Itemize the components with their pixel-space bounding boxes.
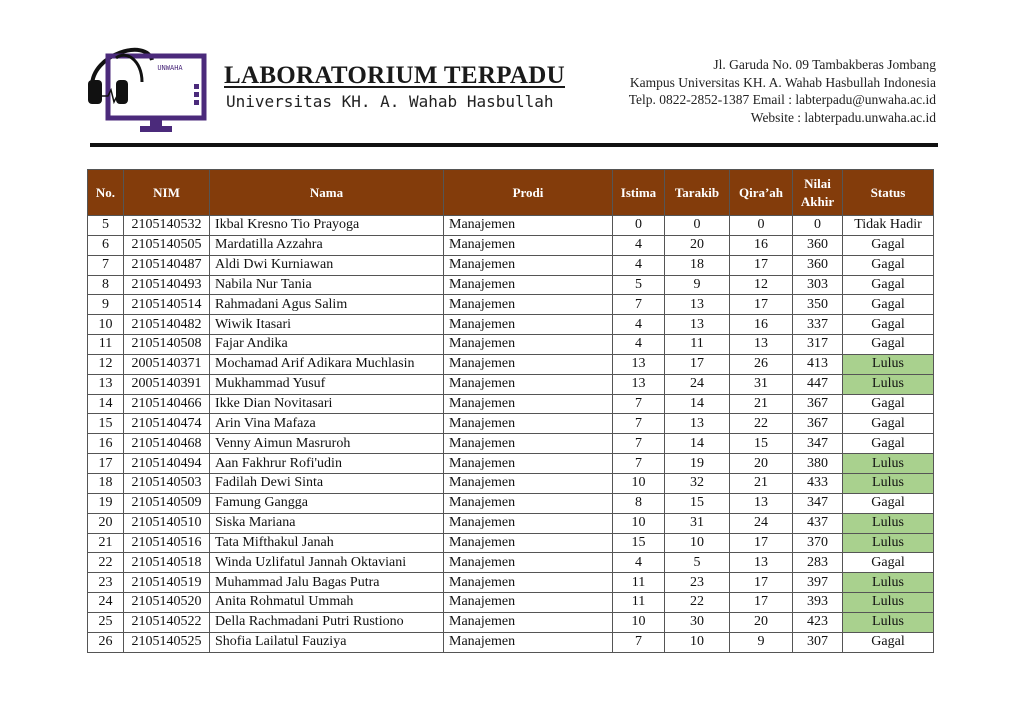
cell-nim: 2105140505 [124, 235, 210, 255]
cell-nilai-akhir: 433 [793, 473, 843, 493]
cell-prodi: Manajemen [444, 553, 613, 573]
cell-tarakib: 30 [665, 612, 730, 632]
col-header-status: Status [843, 170, 934, 216]
cell-qiraah: 13 [730, 335, 793, 355]
cell-no: 8 [88, 275, 124, 295]
cell-nilai-akhir: 347 [793, 493, 843, 513]
cell-nama: Venny Aimun Masruroh [210, 434, 444, 454]
cell-istima: 5 [613, 275, 665, 295]
cell-status: Lulus [843, 533, 934, 553]
cell-status: Gagal [843, 434, 934, 454]
cell-qiraah: 17 [730, 573, 793, 593]
cell-nilai-akhir: 380 [793, 454, 843, 474]
cell-nama: Ikbal Kresno Tio Prayoga [210, 216, 444, 236]
cell-no: 23 [88, 573, 124, 593]
cell-prodi: Manajemen [444, 593, 613, 613]
cell-istima: 0 [613, 216, 665, 236]
cell-nim: 2105140516 [124, 533, 210, 553]
cell-istima: 10 [613, 513, 665, 533]
cell-status: Lulus [843, 473, 934, 493]
cell-prodi: Manajemen [444, 394, 613, 414]
cell-prodi: Manajemen [444, 216, 613, 236]
cell-nama: Winda Uzlifatul Jannah Oktaviani [210, 553, 444, 573]
table-row [88, 533, 934, 553]
cell-status: Lulus [843, 454, 934, 474]
results-table [87, 169, 934, 653]
cell-no: 17 [88, 454, 124, 474]
lab-title: LABORATORIUM TERPADU [224, 62, 565, 89]
col-header-istima: Istima [613, 170, 665, 216]
cell-prodi: Manajemen [444, 414, 613, 434]
cell-qiraah: 22 [730, 414, 793, 434]
table-row [88, 354, 934, 374]
cell-no: 20 [88, 513, 124, 533]
cell-nilai-akhir: 317 [793, 335, 843, 355]
table-row [88, 335, 934, 355]
col-header-nilai-akhir: Nilai Akhir [793, 170, 843, 216]
cell-qiraah: 16 [730, 235, 793, 255]
cell-istima: 7 [613, 295, 665, 315]
cell-status: Gagal [843, 493, 934, 513]
cell-no: 14 [88, 394, 124, 414]
cell-no: 6 [88, 235, 124, 255]
cell-nim: 2105140509 [124, 493, 210, 513]
cell-nim: 2105140474 [124, 414, 210, 434]
cell-istima: 4 [613, 553, 665, 573]
cell-istima: 8 [613, 493, 665, 513]
cell-status: Lulus [843, 513, 934, 533]
table-row [88, 612, 934, 632]
cell-no: 26 [88, 632, 124, 652]
cell-nama: Mochamad Arif Adikara Muchlasin [210, 354, 444, 374]
contact-address: Jl. Garuda No. 09 Tambakberas Jombang [713, 57, 936, 72]
table-row [88, 473, 934, 493]
cell-nilai-akhir: 370 [793, 533, 843, 553]
cell-nilai-akhir: 413 [793, 354, 843, 374]
cell-nilai-akhir: 447 [793, 374, 843, 394]
table-row [88, 553, 934, 573]
cell-tarakib: 19 [665, 454, 730, 474]
cell-nilai-akhir: 350 [793, 295, 843, 315]
cell-status: Gagal [843, 255, 934, 275]
cell-status: Gagal [843, 394, 934, 414]
cell-nama: Rahmadani Agus Salim [210, 295, 444, 315]
cell-tarakib: 5 [665, 553, 730, 573]
contact-phone-email: Telp. 0822-2852-1387 Email : labterpadu@unwaha.ac.id [628, 92, 936, 107]
cell-status: Lulus [843, 573, 934, 593]
cell-no: 13 [88, 374, 124, 394]
cell-nim: 2105140493 [124, 275, 210, 295]
letterhead [0, 0, 1024, 150]
cell-nim: 2105140466 [124, 394, 210, 414]
cell-tarakib: 10 [665, 632, 730, 652]
cell-prodi: Manajemen [444, 275, 613, 295]
cell-qiraah: 13 [730, 553, 793, 573]
table-row [88, 394, 934, 414]
col-header-nim: NIM [124, 170, 210, 216]
cell-nilai-akhir: 360 [793, 235, 843, 255]
cell-nilai-akhir: 397 [793, 573, 843, 593]
cell-prodi: Manajemen [444, 434, 613, 454]
cell-nilai-akhir: 303 [793, 275, 843, 295]
contact-campus: Kampus Universitas KH. A. Wahab Hasbullah Indonesia [629, 74, 936, 90]
cell-prodi: Manajemen [444, 315, 613, 335]
cell-istima: 7 [613, 394, 665, 414]
cell-tarakib: 17 [665, 354, 730, 374]
cell-qiraah: 31 [730, 374, 793, 394]
contact-website: Website : labterpadu.unwaha.ac.id [750, 109, 936, 125]
cell-nilai-akhir: 347 [793, 434, 843, 454]
cell-prodi: Manajemen [444, 632, 613, 652]
cell-nilai-akhir: 337 [793, 315, 843, 335]
cell-prodi: Manajemen [444, 493, 613, 513]
cell-no: 21 [88, 533, 124, 553]
cell-qiraah: 24 [730, 513, 793, 533]
cell-nim: 2105140487 [124, 255, 210, 275]
cell-tarakib: 22 [665, 593, 730, 613]
cell-istima: 4 [613, 255, 665, 275]
cell-status: Gagal [843, 315, 934, 335]
cell-nama: Tata Mifthakul Janah [210, 533, 444, 553]
table-row [88, 493, 934, 513]
cell-tarakib: 11 [665, 335, 730, 355]
table-row [88, 216, 934, 236]
cell-istima: 10 [613, 612, 665, 632]
cell-prodi: Manajemen [444, 354, 613, 374]
cell-tarakib: 24 [665, 374, 730, 394]
table-row [88, 235, 934, 255]
cell-nilai-akhir: 367 [793, 414, 843, 434]
cell-istima: 7 [613, 632, 665, 652]
table-row [88, 513, 934, 533]
table-row [88, 632, 934, 652]
cell-qiraah: 21 [730, 394, 793, 414]
cell-istima: 4 [613, 335, 665, 355]
cell-nilai-akhir: 360 [793, 255, 843, 275]
cell-qiraah: 17 [730, 593, 793, 613]
cell-istima: 10 [613, 473, 665, 493]
cell-prodi: Manajemen [444, 473, 613, 493]
cell-qiraah: 17 [730, 533, 793, 553]
cell-tarakib: 10 [665, 533, 730, 553]
cell-nama: Arin Vina Mafaza [210, 414, 444, 434]
cell-istima: 4 [613, 315, 665, 335]
cell-no: 9 [88, 295, 124, 315]
cell-no: 24 [88, 593, 124, 613]
cell-nim: 2105140468 [124, 434, 210, 454]
cell-nilai-akhir: 393 [793, 593, 843, 613]
cell-qiraah: 20 [730, 454, 793, 474]
cell-qiraah: 17 [730, 255, 793, 275]
cell-status: Tidak Hadir [843, 216, 934, 236]
cell-qiraah: 0 [730, 216, 793, 236]
cell-tarakib: 13 [665, 315, 730, 335]
cell-qiraah: 21 [730, 473, 793, 493]
cell-no: 16 [88, 434, 124, 454]
cell-status: Lulus [843, 593, 934, 613]
cell-status: Gagal [843, 295, 934, 315]
cell-nama: Della Rachmadani Putri Rustiono [210, 612, 444, 632]
cell-nim: 2105140532 [124, 216, 210, 236]
cell-nama: Ikke Dian Novitasari [210, 394, 444, 414]
cell-tarakib: 14 [665, 434, 730, 454]
cell-nama: Siska Mariana [210, 513, 444, 533]
cell-no: 18 [88, 473, 124, 493]
cell-nim: 2105140503 [124, 473, 210, 493]
cell-prodi: Manajemen [444, 612, 613, 632]
cell-nim: 2105140510 [124, 513, 210, 533]
cell-tarakib: 0 [665, 216, 730, 236]
cell-prodi: Manajemen [444, 335, 613, 355]
cell-no: 15 [88, 414, 124, 434]
table-row [88, 434, 934, 454]
cell-qiraah: 9 [730, 632, 793, 652]
cell-nama: Aldi Dwi Kurniawan [210, 255, 444, 275]
cell-no: 7 [88, 255, 124, 275]
cell-nim: 2005140391 [124, 374, 210, 394]
table-row [88, 374, 934, 394]
cell-nim: 2105140482 [124, 315, 210, 335]
cell-nilai-akhir: 307 [793, 632, 843, 652]
cell-nama: Aan Fakhrur Rofi'udin [210, 454, 444, 474]
contact-block [629, 56, 936, 126]
cell-nim: 2105140518 [124, 553, 210, 573]
cell-status: Gagal [843, 275, 934, 295]
cell-nama: Mukhammad Yusuf [210, 374, 444, 394]
cell-no: 5 [88, 216, 124, 236]
col-header-no: No. [88, 170, 124, 216]
cell-no: 19 [88, 493, 124, 513]
cell-prodi: Manajemen [444, 235, 613, 255]
col-header-qiraah: Qira’ah [730, 170, 793, 216]
cell-istima: 15 [613, 533, 665, 553]
cell-status: Lulus [843, 374, 934, 394]
cell-istima: 13 [613, 354, 665, 374]
cell-nim: 2105140508 [124, 335, 210, 355]
cell-tarakib: 14 [665, 394, 730, 414]
cell-nama: Fajar Andika [210, 335, 444, 355]
cell-istima: 11 [613, 593, 665, 613]
cell-nilai-akhir: 367 [793, 394, 843, 414]
cell-qiraah: 13 [730, 493, 793, 513]
cell-nama: Shofia Lailatul Fauziya [210, 632, 444, 652]
cell-prodi: Manajemen [444, 573, 613, 593]
cell-nama: Muhammad Jalu Bagas Putra [210, 573, 444, 593]
cell-istima: 13 [613, 374, 665, 394]
cell-qiraah: 17 [730, 295, 793, 315]
cell-nim: 2105140514 [124, 295, 210, 315]
cell-no: 22 [88, 553, 124, 573]
cell-tarakib: 13 [665, 414, 730, 434]
cell-istima: 11 [613, 573, 665, 593]
cell-no: 12 [88, 354, 124, 374]
cell-tarakib: 18 [665, 255, 730, 275]
table-row [88, 414, 934, 434]
cell-istima: 7 [613, 454, 665, 474]
col-header-prodi: Prodi [444, 170, 613, 216]
cell-no: 11 [88, 335, 124, 355]
cell-nama: Wiwik Itasari [210, 315, 444, 335]
cell-tarakib: 20 [665, 235, 730, 255]
cell-status: Lulus [843, 612, 934, 632]
cell-nama: Nabila Nur Tania [210, 275, 444, 295]
cell-prodi: Manajemen [444, 454, 613, 474]
cell-status: Gagal [843, 414, 934, 434]
cell-nim: 2105140519 [124, 573, 210, 593]
table-row [88, 275, 934, 295]
cell-qiraah: 16 [730, 315, 793, 335]
cell-qiraah: 12 [730, 275, 793, 295]
table-header-row [88, 170, 934, 216]
cell-nim: 2105140520 [124, 593, 210, 613]
col-header-tarakib: Tarakib [665, 170, 730, 216]
cell-qiraah: 26 [730, 354, 793, 374]
table-row [88, 593, 934, 613]
table-row [88, 573, 934, 593]
cell-istima: 7 [613, 414, 665, 434]
cell-prodi: Manajemen [444, 513, 613, 533]
cell-tarakib: 32 [665, 473, 730, 493]
table-row [88, 454, 934, 474]
cell-nama: Mardatilla Azzahra [210, 235, 444, 255]
cell-tarakib: 23 [665, 573, 730, 593]
cell-tarakib: 31 [665, 513, 730, 533]
laboratory-logo [86, 40, 210, 135]
cell-nama: Anita Rohmatul Ummah [210, 593, 444, 613]
cell-istima: 7 [613, 434, 665, 454]
cell-qiraah: 20 [730, 612, 793, 632]
cell-prodi: Manajemen [444, 533, 613, 553]
lab-subtitle: Universitas KH. A. Wahab Hasbullah [226, 92, 554, 111]
cell-prodi: Manajemen [444, 255, 613, 275]
header-divider [90, 143, 938, 147]
cell-qiraah: 15 [730, 434, 793, 454]
cell-nim: 2105140522 [124, 612, 210, 632]
cell-prodi: Manajemen [444, 295, 613, 315]
cell-status: Gagal [843, 335, 934, 355]
cell-nim: 2005140371 [124, 354, 210, 374]
cell-prodi: Manajemen [444, 374, 613, 394]
cell-status: Gagal [843, 632, 934, 652]
cell-no: 25 [88, 612, 124, 632]
cell-nama: Famung Gangga [210, 493, 444, 513]
cell-nilai-akhir: 437 [793, 513, 843, 533]
logo-text: UNWAHA [157, 64, 183, 72]
cell-status: Gagal [843, 553, 934, 573]
cell-nim: 2105140525 [124, 632, 210, 652]
cell-nilai-akhir: 423 [793, 612, 843, 632]
cell-istima: 4 [613, 235, 665, 255]
cell-status: Lulus [843, 354, 934, 374]
table-row [88, 315, 934, 335]
cell-no: 10 [88, 315, 124, 335]
cell-tarakib: 9 [665, 275, 730, 295]
cell-nilai-akhir: 283 [793, 553, 843, 573]
cell-status: Gagal [843, 235, 934, 255]
cell-tarakib: 13 [665, 295, 730, 315]
cell-nama: Fadilah Dewi Sinta [210, 473, 444, 493]
table-row [88, 255, 934, 275]
cell-tarakib: 15 [665, 493, 730, 513]
col-header-nama: Nama [210, 170, 444, 216]
cell-nim: 2105140494 [124, 454, 210, 474]
table-row [88, 295, 934, 315]
cell-nilai-akhir: 0 [793, 216, 843, 236]
